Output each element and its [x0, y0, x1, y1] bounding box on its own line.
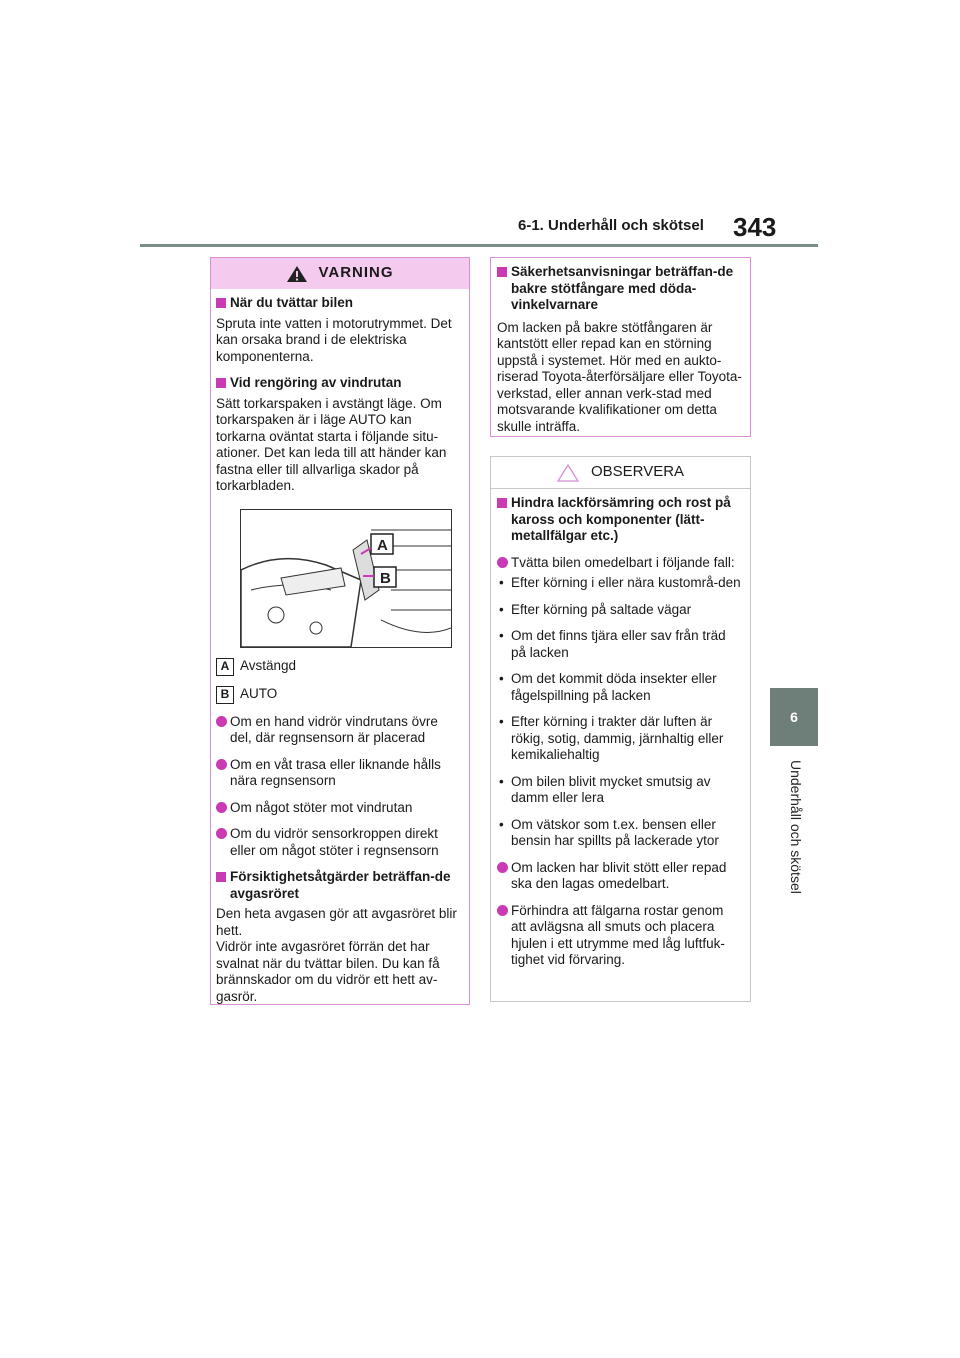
list-item: • Om det finns tjära eller sav från träd på lacken [497, 628, 742, 661]
warning-section-title: Vid rengöring av vindrutan [216, 375, 461, 392]
safety-text: Om lacken på bakre stötfångaren är kantstött eller repad kan en störning uppstå i systemet. Hör med en aukto-riserad Toyota-återförsäljare eller Toyota-verkstad, eller annan verk-stad med motsvarande kvalifikationer om detta skulle inträffa. [497, 319, 742, 434]
exhaust-title: Försiktighetsåtgärder beträffan-de avgasröret [216, 869, 461, 902]
list-item: Förhindra att fälgarna rostar genom att avlägsna all smuts och placera hjulen i ett utrymme med låg luftfuk-tighet vid förvaring. [497, 903, 742, 969]
list-item: Om en hand vidrör vindrutans övre del, där regnsensorn är placerad [216, 714, 461, 747]
notice-section-title: Hindra lackförsämring och rost på kaross och komponenter (lätt-metallfälgar etc.) [497, 495, 742, 545]
legend-text: AUTO [240, 686, 278, 702]
notice-box [490, 456, 751, 1002]
warning-section-title: När du tvättar bilen [216, 295, 461, 312]
chapter-label: Underhåll och skötsel [788, 760, 804, 894]
list-item: • Efter körning i eller nära kustområ-den [497, 575, 742, 592]
chapter-tab[interactable]: 6 [770, 688, 818, 746]
legend-badge: B [216, 686, 234, 704]
exhaust-text: Vidrör inte avgasröret förrän det har svalnat när du tvättar bilen. Du kan få brännskador om du vidrör ett hett av-gasrör. [216, 939, 440, 1004]
list-item: Om en våt trasa eller liknande hålls nära regnsensorn [216, 757, 461, 790]
wiper-lever-illustration [240, 509, 452, 648]
list-item: • Om vätskor som t.ex. bensen eller bensin har spillts på lackerade ytor [497, 817, 742, 850]
list-item: Om du vidrör sensorkroppen direkt eller om något stöter i regnsensorn [216, 826, 461, 859]
page-number: 343 [733, 212, 777, 242]
caution-triangle-icon [557, 464, 579, 482]
exhaust-text: Den heta avgasen gör att avgasröret blir hett. [216, 906, 457, 938]
list-item: • Efter körning i trakter där luften är rökig, sotig, dammig, järnhaltig eller kemikaliehaltig [497, 714, 742, 764]
legend-item [216, 658, 461, 676]
list-item: • Om det kommit döda insekter eller fågelspillning på lacken [497, 671, 742, 704]
list-item: Om lacken har blivit stött eller repad ska den lagas omedelbart. [497, 860, 742, 893]
notice-title: OBSERVERA [590, 463, 685, 481]
list-item: Om något stöter mot vindrutan [216, 800, 461, 817]
list-item: • Efter körning på saltade vägar [497, 602, 742, 619]
safety-box [490, 257, 751, 437]
notice-header [491, 457, 750, 489]
legend-badge: A [216, 658, 234, 676]
header-rule [140, 244, 818, 247]
warning-section-text: Sätt torkarspaken i avstängt läge. Om torkarspaken är i läge AUTO kan torkarna oväntat starta i följande situ-ationer. Det kan leda till att händer kan fastna eller till allvarliga skador på torkarbladen. [216, 395, 447, 493]
warning-section-text: Spruta inte vatten i motorutrymmet. Det kan orsaka brand i de elektriska komponenterna. [216, 315, 452, 364]
warning-title: VARNING [318, 264, 394, 282]
list-item: • Om bilen blivit mycket smutsig av damm eller lera [497, 774, 742, 807]
warning-box [210, 257, 470, 1005]
warning-header [211, 258, 469, 289]
figure-label-b: B [380, 569, 391, 587]
figure-label-a: A [377, 536, 388, 554]
warning-triangle-icon [286, 265, 308, 283]
list-item: Tvätta bilen omedelbart i följande fall: [497, 555, 742, 572]
legend-item [216, 686, 461, 704]
safety-title: Säkerhetsanvisningar beträffan-de bakre stötfångare med döda-vinkelvarnare [497, 264, 742, 314]
legend-text: Avstängd [240, 658, 297, 674]
section-title: 6-1. Underhåll och skötsel [518, 217, 704, 234]
